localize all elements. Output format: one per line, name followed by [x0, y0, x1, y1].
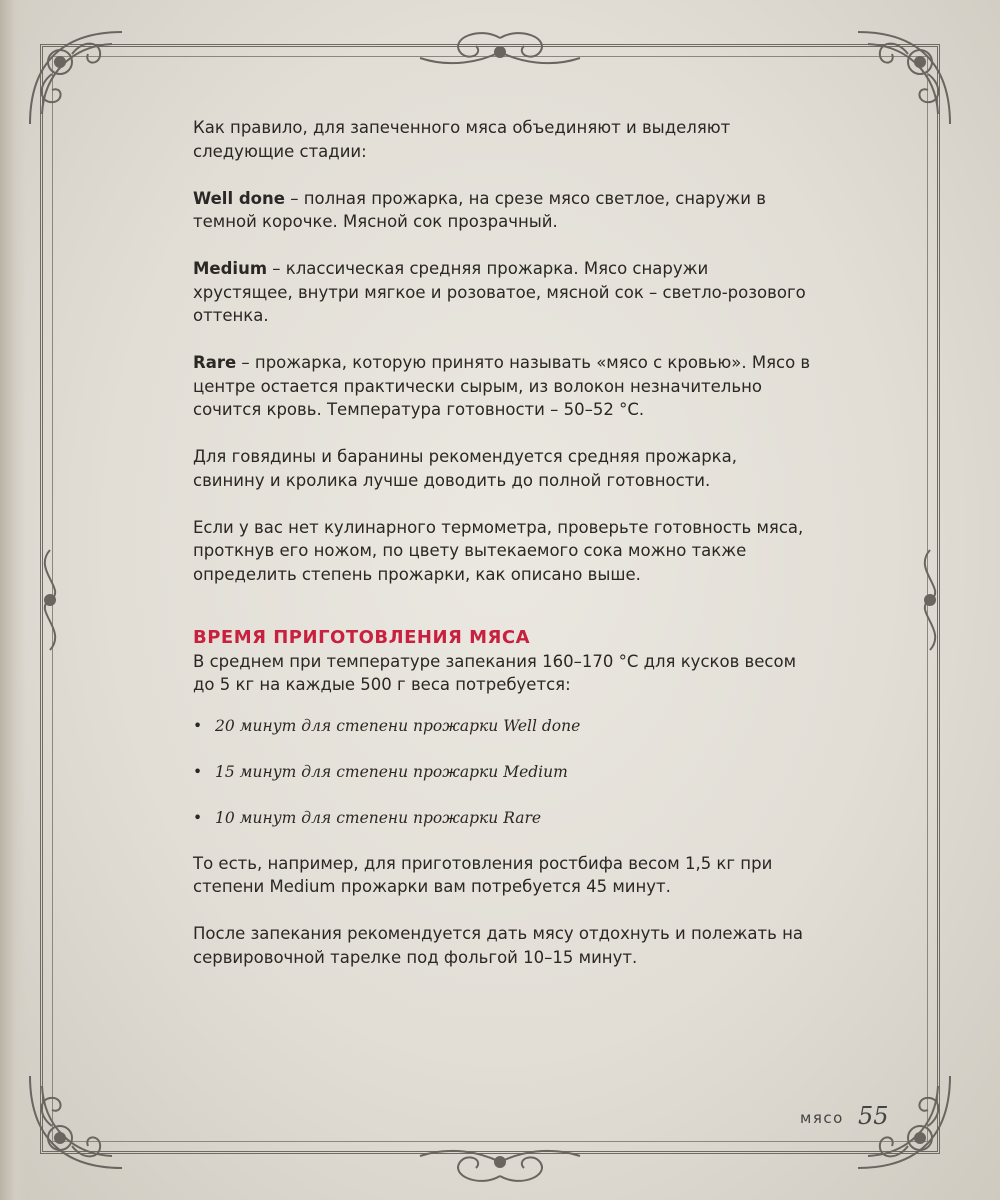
intro-paragraph: Как правило, для запеченного мяса объединяют и выделяют следующие стадии:: [193, 118, 731, 161]
page-content: [193, 116, 813, 969]
list-item: • 15 минут для степени прожарки Medium: [193, 761, 813, 784]
stage-description: – классическая средняя прожарка. Мясо снаружи хрустящее, внутри мягкое и розоватое, мясной сок – светло-розового оттенка.: [193, 259, 806, 325]
cooking-time-list: [193, 715, 813, 830]
list-item: • 10 минут для степени прожарки Rare: [193, 807, 813, 830]
resting-paragraph: После запекания рекомендуется дать мясу отдохнуть и полежать на сервировочной тарелке под фольгой 10–15 минут.: [193, 924, 804, 967]
side-flourish-icon: [28, 540, 72, 660]
example-paragraph: То есть, например, для приготовления ростбифа весом 1,5 кг при степени Medium прожарки вам потребуется 45 минут.: [193, 853, 773, 896]
stage-term: Rare: [193, 353, 237, 372]
stage-term: Medium: [193, 259, 268, 278]
section-heading: ВРЕМЯ ПРИГОТОВЛЕНИЯ МЯСА: [193, 627, 531, 648]
page-spine-shadow: [0, 0, 26, 1200]
thermometer-paragraph: Если у вас нет кулинарного термометра, проверьте готовность мяса, проткнув его ножом, по цвету вытекаемого сока можно также определить степень прожарки, как описано выше.: [193, 517, 804, 584]
corner-flourish-icon: [22, 1066, 132, 1176]
corner-flourish-icon: [848, 24, 958, 134]
stage-rare: [193, 351, 813, 422]
stage-term: Well done: [193, 188, 285, 208]
corner-flourish-icon: [22, 24, 132, 134]
recommendation-paragraph: Для говядины и баранины рекомендуется средняя прожарка, свинину и кролика лучше доводить до полной готовности.: [193, 447, 737, 490]
section-intro: В среднем при температуре запекания 160–170 °С для кусков весом до 5 кг на каждые 500 г веса потребуется:: [193, 651, 797, 694]
stage-description: – полная прожарка, на срезе мясо светлое, снаружи в темной корочке. Мясной сок прозрачный.: [193, 188, 766, 231]
top-flourish-icon: [410, 1140, 590, 1186]
running-footer-label: мясо: [800, 1109, 844, 1127]
top-flourish-icon: [410, 28, 590, 74]
stage-well-done: [193, 187, 813, 234]
page-number: 55: [858, 1102, 889, 1130]
list-item: • 20 минут для степени прожарки Well done: [193, 715, 813, 738]
side-flourish-icon: [908, 540, 952, 660]
stage-medium: [193, 257, 813, 328]
stage-description: – прожарка, которую принято называть «мясо с кровью». Мясо в центре остается практически сырым, из волокон незначительно сочится кровь. Температура готовности – 50–52 °С.: [193, 353, 811, 419]
